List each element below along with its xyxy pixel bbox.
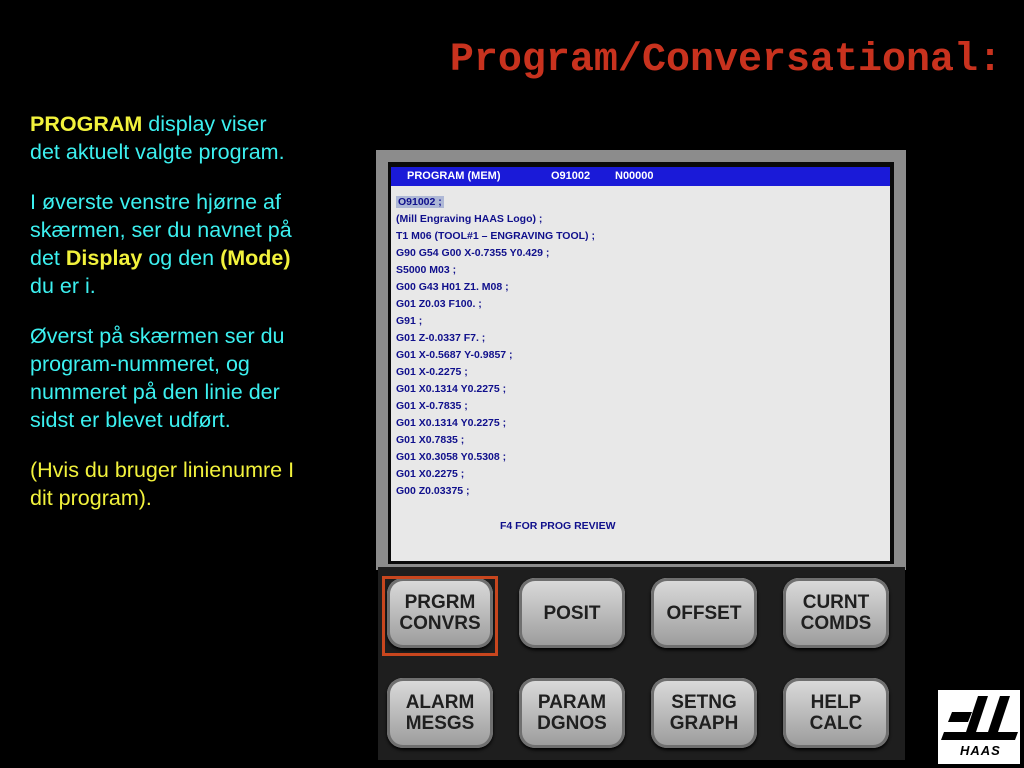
description-text [30, 110, 300, 534]
program-line-text: O91002 ; [398, 196, 442, 208]
program-line [396, 211, 876, 228]
text-segment: du er i. [30, 274, 96, 298]
program-line [396, 313, 876, 330]
program-line [396, 381, 876, 398]
program-line [396, 432, 876, 449]
program-line [396, 466, 876, 483]
program-line-text: G00 Z0.03375 ; [396, 485, 470, 497]
program-line [396, 415, 876, 432]
program-line [396, 228, 876, 245]
program-line [396, 483, 876, 500]
setng-graph-key[interactable]: SETNG GRAPH [651, 678, 757, 748]
program-line [396, 330, 876, 347]
text-segment: display viser det aktuelt valgte program. [30, 112, 285, 164]
program-line-text: G00 G43 H01 Z1. M08 ; [396, 281, 509, 293]
program-line-text: S5000 M03 ; [396, 264, 457, 276]
param-dgnos-key[interactable]: PARAM DGNOS [519, 678, 625, 748]
text-segment: (Hvis du bruger linienumre I dit program). [30, 458, 295, 510]
program-line [396, 194, 876, 211]
program-listing [396, 194, 876, 500]
program-line-text: G01 X0.2275 ; [396, 468, 465, 480]
program-line-text: G91 ; [396, 315, 423, 327]
program-line [396, 279, 876, 296]
logo-text: HAAS [960, 743, 1001, 758]
text-segment: Display [65, 246, 143, 270]
program-line [396, 245, 876, 262]
program-line [396, 262, 876, 279]
paragraph [30, 456, 300, 512]
program-line-text: G01 Z-0.0337 F7. ; [396, 332, 486, 344]
text-segment: PROGRAM [30, 112, 143, 136]
screen-mode: PROGRAM (MEM) [407, 170, 501, 182]
text-segment: og den [142, 246, 221, 270]
program-line-text: G01 X0.1314 Y0.2275 ; [396, 383, 507, 395]
text-segment: I øverste venstre hjørne af skærmen, ser du navnet på det [30, 190, 292, 270]
text-segment: (Mode) [220, 246, 291, 270]
program-line [396, 398, 876, 415]
screen-header [391, 167, 890, 186]
program-line-text: G01 X-0.5687 Y-0.9857 ; [396, 349, 513, 361]
haas-logo [938, 690, 1020, 764]
program-line [396, 347, 876, 364]
slide-title: Program/Conversational: [449, 38, 1002, 83]
curnt-comds-key[interactable]: CURNT COMDS [783, 578, 889, 648]
program-line-text: G01 X0.3058 Y0.5308 ; [396, 451, 507, 463]
paragraph [30, 110, 300, 166]
program-line-text: G01 Z0.03 F100. ; [396, 298, 482, 310]
prgrm-convrs-key[interactable]: PRGRM CONVRS [387, 578, 493, 648]
program-line [396, 364, 876, 381]
posit-key[interactable]: POSIT [519, 578, 625, 648]
alarm-mesgs-key[interactable]: ALARM MESGS [387, 678, 493, 748]
text-segment: Øverst på skærmen ser du program-nummeret, og nummeret på den linie der sidst er blevet udført. [30, 324, 285, 432]
program-line-text: G01 X-0.7835 ; [396, 400, 468, 412]
screen-line-number: N00000 [615, 170, 654, 182]
screen-program-number: O91002 [551, 170, 591, 182]
offset-key[interactable]: OFFSET [651, 578, 757, 648]
help-calc-key[interactable]: HELP CALC [783, 678, 889, 748]
program-line-text: G01 X0.7835 ; [396, 434, 465, 446]
program-line [396, 296, 876, 313]
program-line-text: G90 G54 G00 X-0.7355 Y0.429 ; [396, 247, 550, 259]
program-line-text: T1 M06 (TOOL#1 – ENGRAVING TOOL) ; [396, 230, 595, 242]
program-line-text: (Mill Engraving HAAS Logo) ; [396, 213, 543, 225]
selected-key-frame [382, 576, 498, 656]
prog-review-hint: F4 FOR PROG REVIEW [500, 520, 616, 532]
paragraph [30, 188, 300, 300]
program-line [396, 449, 876, 466]
paragraph [30, 322, 300, 434]
program-line-text: G01 X-0.2275 ; [396, 366, 468, 378]
program-line-text: G01 X0.1314 Y0.2275 ; [396, 417, 507, 429]
